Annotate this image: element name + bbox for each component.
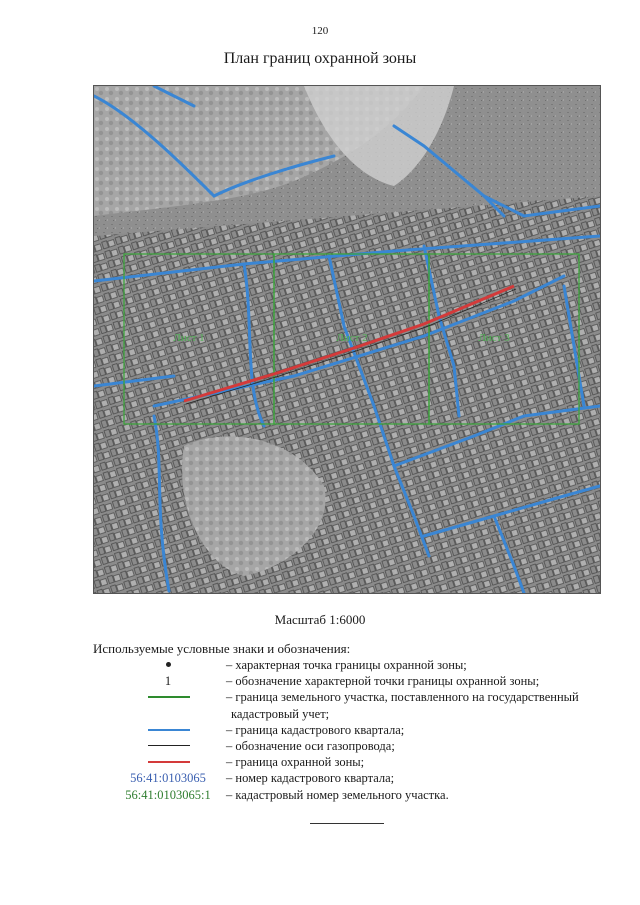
legend-text-symbol: 56:41:0103065:1 <box>125 787 211 802</box>
legend-item <box>93 770 603 786</box>
legend-item-text: – кадастровый номер земельного участка. <box>226 787 449 802</box>
legend-text-symbol: 1 <box>164 674 172 689</box>
legend-text-symbol: 56:41:0103065 <box>130 771 206 786</box>
legend-item-text: – номер кадастрового квартала; <box>226 771 395 786</box>
legend-item <box>93 787 603 803</box>
legend-item <box>93 754 603 770</box>
sheet-label-1: Лист 1 <box>173 332 205 344</box>
legend-item-text: – граница охранной зоны; <box>226 755 365 770</box>
map-scale: Масштаб 1:6000 <box>274 612 366 627</box>
legend-item-text: кадастровый учет; <box>231 706 330 721</box>
page-title: План границ охранной зоны <box>223 50 417 67</box>
legend-item <box>93 706 603 722</box>
legend-item <box>93 738 603 754</box>
legend-item-text: – обозначение характерной точки границы охранной зоны; <box>226 674 540 689</box>
legend-item-text: – характерная точка границы охранной зоны; <box>226 658 467 672</box>
legend-item <box>93 689 603 705</box>
sheet-label-3: Лист 3 <box>478 332 510 344</box>
sheet-label-2: Лист 2 <box>336 332 368 344</box>
map-canvas <box>94 86 600 593</box>
page-number: 120 <box>311 25 329 37</box>
footer-divider <box>310 823 384 824</box>
legend-heading: Используемые условные знаки и обозначения: <box>93 641 351 656</box>
legend-item <box>93 722 603 738</box>
legend-item-text: – граница земельного участка, поставленного на государственный <box>226 690 579 705</box>
legend-item-text: – обозначение оси газопровода; <box>226 739 395 753</box>
legend-item-text: – граница кадастрового квартала; <box>226 722 405 737</box>
legend-item <box>93 673 603 689</box>
map-image[interactable] <box>93 85 601 594</box>
legend-item <box>93 657 603 673</box>
